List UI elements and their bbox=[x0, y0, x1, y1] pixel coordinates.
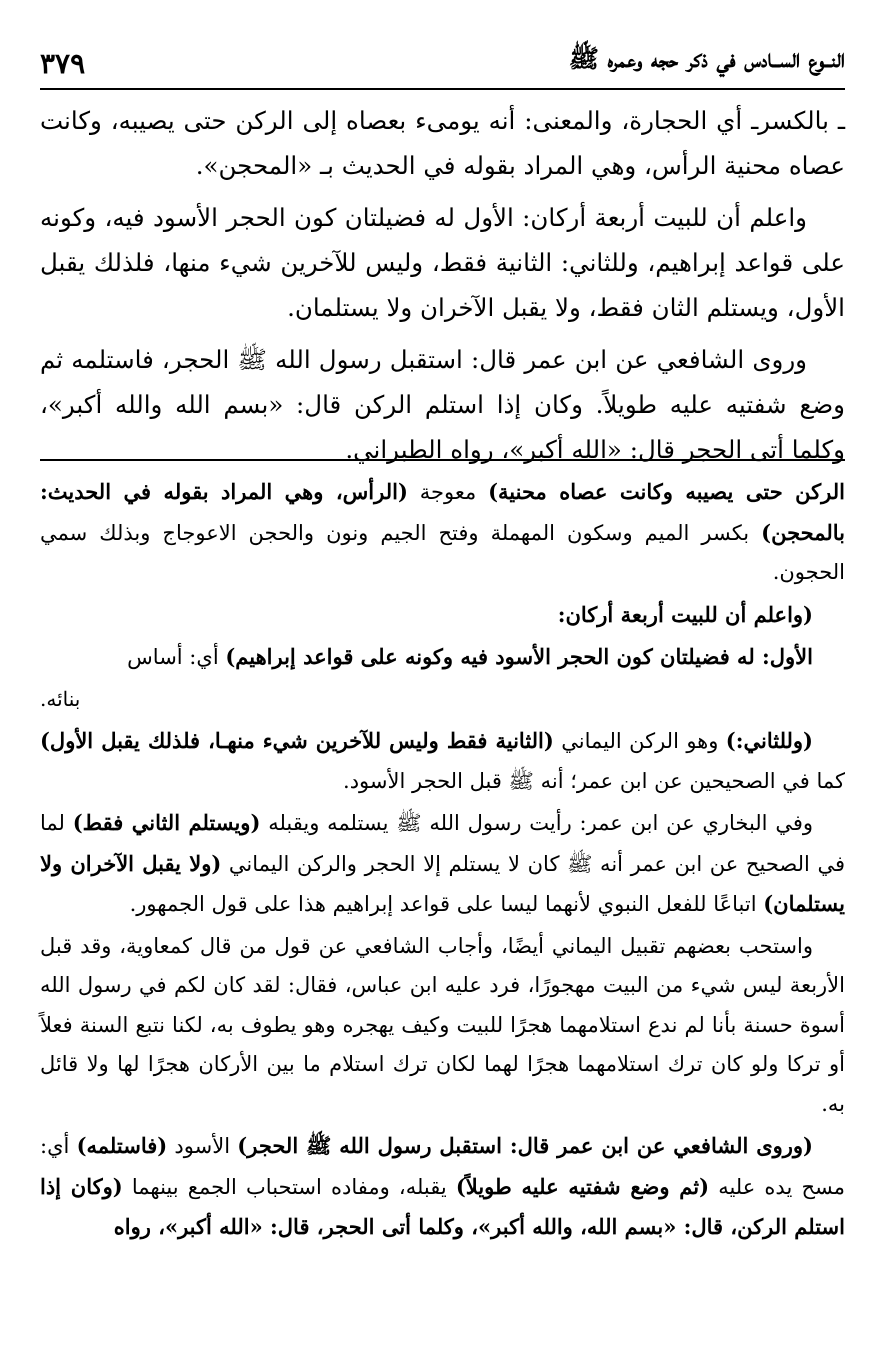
quoted-text: (ويستلم الثاني فقط) bbox=[72, 810, 261, 835]
commentary-paragraph bbox=[40, 637, 845, 678]
running-head: النــوع الســادس في ذكر حجه وعمره ﷺ bbox=[568, 44, 845, 73]
commentary-text-run: الأسود bbox=[167, 1134, 238, 1158]
quoted-text: (وللثاني:) bbox=[725, 728, 813, 753]
commentary-paragraph bbox=[40, 803, 845, 925]
main-paragraph: وروى الشافعي عن ابن عمر قال: استقبل رسول الله ﷺ الحجر، فاستلمه ثم وضع شفتيه عليه طويلاً. وكان إذا استلم الركن قال: «بسم الله والله أكبر»، وكلما أتى الحجر قال: «الله أكبر»، رواه الطبراني. bbox=[40, 345, 845, 464]
section-divider bbox=[40, 459, 845, 461]
commentary-paragraph bbox=[40, 721, 845, 801]
main-paragraph: واعلم أن للبيت أربعة أركان: الأول له فضيلتان كون الحجر الأسود فيه، وكونه على قواعد إبراهيم، وللثاني: الثانية فقط، وليس للآخرين شيء منها، فلذلك يقبل الأول، ويستلم الثان فقط، ولا يقبل الآخران ولا يستلمان. bbox=[40, 203, 845, 322]
quoted-text: (واعلم أن للبيت أربعة أركان: bbox=[557, 601, 813, 627]
quoted-text: (ولا يقبل الآخران ولا يستلمان) bbox=[40, 850, 845, 916]
commentary-text bbox=[40, 472, 845, 1250]
quoted-text: (ثم وضع شفتيه عليه طويلاً) bbox=[455, 1173, 710, 1199]
quoted-text: (الثانية فقط وليس للآخرين شيء منهـا، فلذلك يقبل الأول) bbox=[40, 728, 554, 753]
quoted-text: (الرأس، وهي المراد بقوله في الحديث: بالمحجن) bbox=[40, 479, 845, 545]
commentary-text-run: أي: أساس bbox=[127, 645, 226, 669]
commentary-text-run: يقبله، ومفاده استحباب الجمع بينهما bbox=[122, 1174, 456, 1199]
commentary-text-run: لما في الصحيح عن ابن عمر أنه ﷺ كان لا يستلم إلا الحجر والركن اليماني bbox=[40, 811, 845, 876]
commentary-paragraph bbox=[40, 472, 845, 593]
commentary-paragraph bbox=[40, 595, 845, 636]
commentary-text-run: أي: مسح يده عليه bbox=[40, 1134, 845, 1199]
page-number: ٣٧٩ bbox=[40, 47, 86, 80]
commentary-paragraph bbox=[40, 1126, 845, 1248]
page-header bbox=[40, 28, 845, 90]
quoted-text: (وكان إذا استلم الركن، قال: «بسم الله، والله أكبر»، وكلما أتى الحجر، قال: «الله أكبر»، رواه bbox=[40, 1173, 845, 1239]
commentary-text-run: كما في الصحيحين عن ابن عمر؛ أنه ﷺ قبل الحجر الأسود. bbox=[343, 768, 845, 793]
commentary-text-run: اتباعًا للفعل النبوي لأنهما ليسا على قواعد إبراهيم هذا على قول الجمهور. bbox=[129, 892, 764, 916]
commentary-text-run: وفي البخاري عن ابن عمر: رأيت رسول الله ﷺ يستلمه ويقبله bbox=[260, 811, 814, 835]
commentary-text-run: بكسر الميم وسكون المهملة وفتح الجيم ونون والحجن الاعوجاج وبذلك سمي الحجون. bbox=[40, 520, 845, 584]
main-text bbox=[40, 98, 845, 479]
main-paragraph: ـ بالكسرـ أي الحجارة، والمعنى: أنه يومىء بعصاه إلى الركن حتى يصيبه، وكانت عصاه محنية الرأس، وهي المراد بقوله في الحديث بـ «المحجن». bbox=[40, 106, 845, 180]
quoted-text: (وروى الشافعي عن ابن عمر قال: استقبل رسول الله ﷺ الحجر) bbox=[237, 1133, 813, 1158]
commentary-text-run: وهو الركن اليماني bbox=[553, 729, 726, 753]
quoted-text: الأول: له فضيلتان كون الحجر الأسود فيه وكونه على قواعد إبراهيم) bbox=[225, 644, 813, 669]
quoted-text: الركن حتى يصيبه وكانت عصاه محنية) bbox=[488, 479, 845, 504]
quoted-text: (فاستلمه) bbox=[76, 1133, 168, 1158]
commentary-paragraph-tail: بنائه. bbox=[40, 686, 81, 711]
commentary-paragraph: واستحب بعضهم تقبيل اليماني أيضًا، وأجاب الشافعي عن قول من قال كمعاوية، وقد قبل الأربعة ليس شيء من البيت مهجورًا، فرد عليه ابن عباس، فقال: لقد كان لكم في رسول الله أسوة حسنة بأنا لم ندع استلامهما هجرًا للبيت وكيف يهجره وهو يطوف به، لكنا نتبع السنة فعلاً أو تركا ولو كان ترك استلامهما هجرًا لهما لكان ترك استلام ما بين الأركان هجرًا لها ولا قائل به. bbox=[40, 933, 845, 1116]
commentary-text-run: معوجة bbox=[407, 480, 489, 504]
